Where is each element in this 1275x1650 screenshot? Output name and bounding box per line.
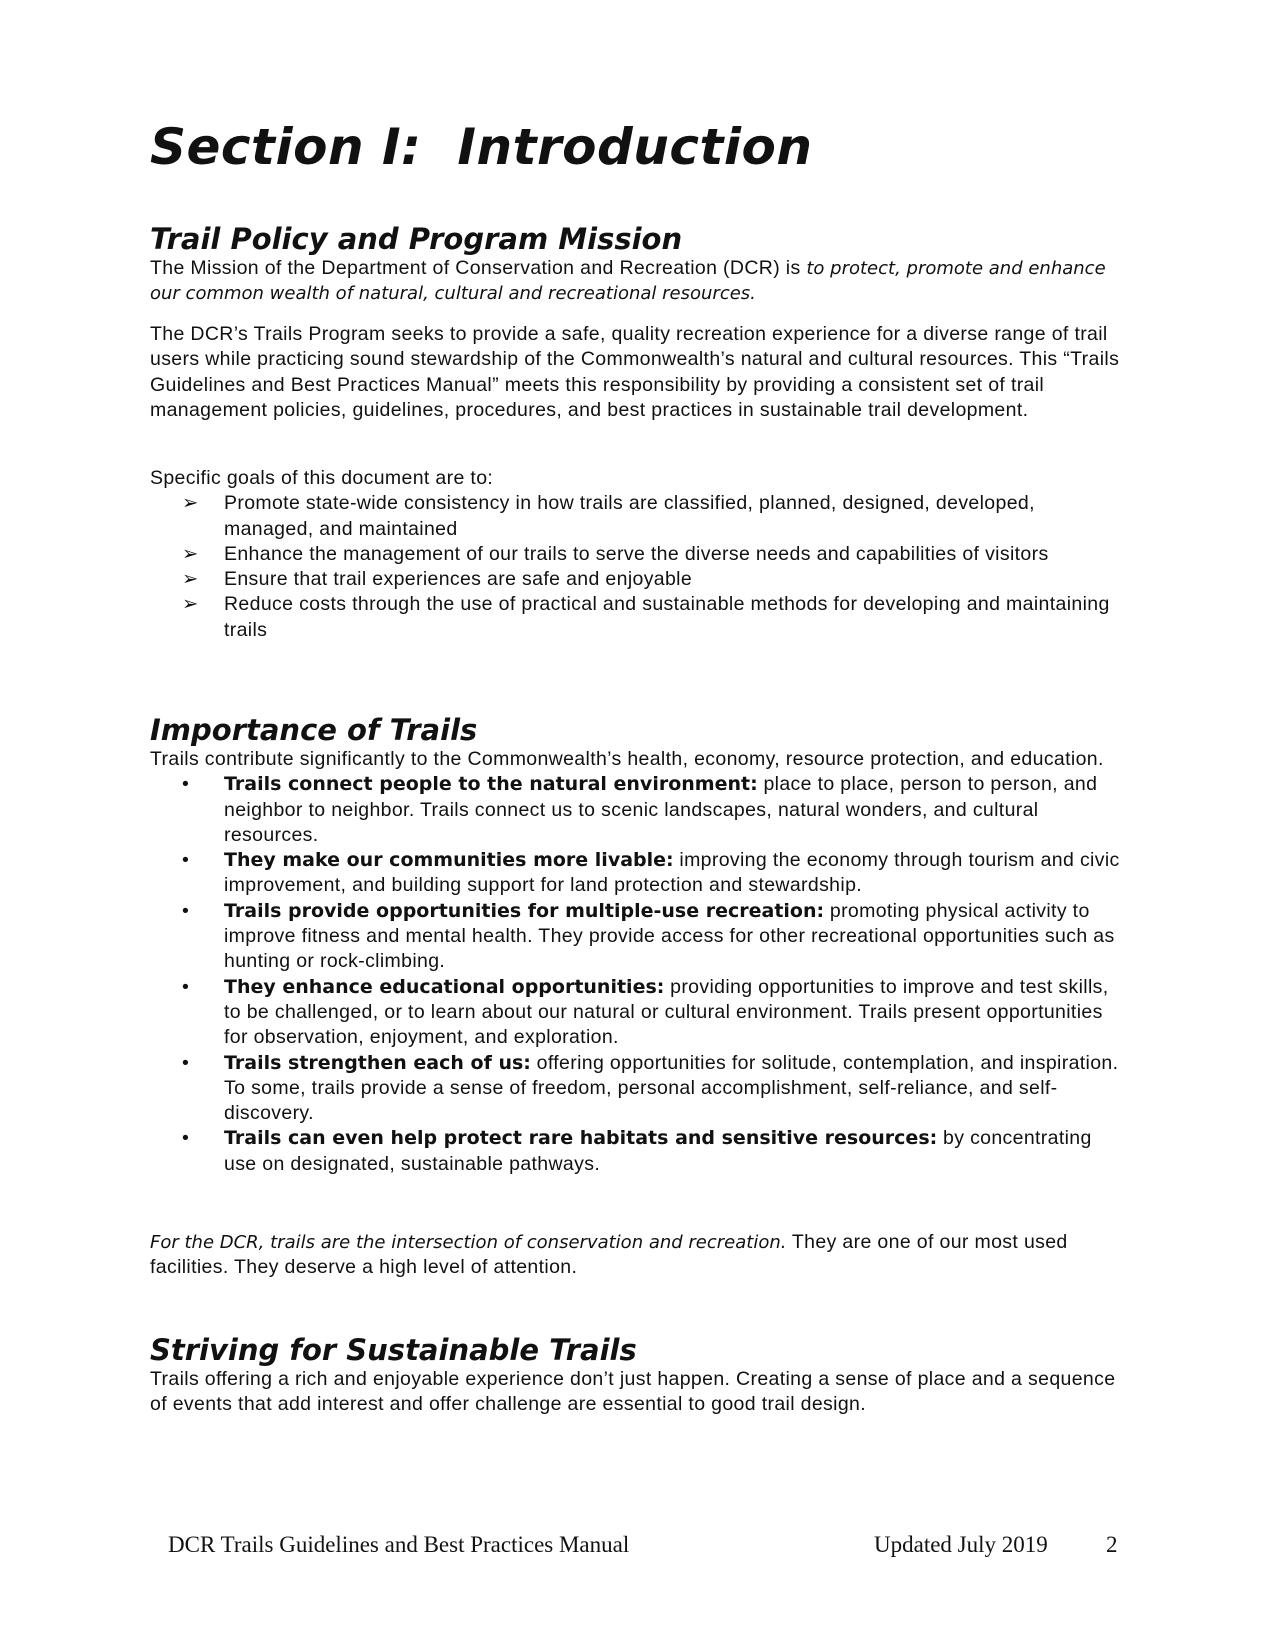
- goals-list: [150, 491, 1125, 643]
- importance-closing-block: [150, 1230, 1125, 1281]
- page-title: Section I: Introduction: [150, 118, 813, 176]
- bullet-icon: •: [182, 1127, 190, 1150]
- importance-item-text: place to place, person to person, and neighbor to neighbor. Trails connect us to scenic landscapes, natural wonders, and cultural resources.: [224, 773, 1098, 846]
- importance-item: [150, 899, 1125, 975]
- importance-item-text: promoting physical activity to improve fitness and mental health. They provide access for other recreational opportunities such as hunting or rock-climbing.: [224, 899, 1115, 973]
- bullet-icon: •: [182, 899, 190, 922]
- importance-item: [150, 1126, 1125, 1177]
- importance-list: [150, 772, 1125, 1177]
- goal-text: Ensure that trail experiences are safe and enjoyable: [224, 568, 693, 591]
- arrow-bullet-icon: ➢: [182, 568, 199, 591]
- importance-item-text: improving the economy through tourism and civic improvement, and building support for land protection and stewardship.: [224, 849, 1120, 897]
- bullet-icon: •: [182, 849, 190, 872]
- section-heading-mission: Trail Policy and Program Mission: [150, 222, 683, 256]
- mission-statement: [150, 256, 1125, 307]
- arrow-bullet-icon: ➢: [182, 492, 199, 515]
- goal-item: [150, 592, 1125, 643]
- goal-text: Enhance the management of our trails to serve the diverse needs and capabilities of visitors: [224, 542, 1049, 565]
- closing-italic-text: For the DCR, trails are the intersection of conservation and recreation.: [150, 1232, 787, 1253]
- importance-item-title: They make our communities more livable:: [224, 849, 674, 872]
- importance-item-title: Trails can even help protect rare habitats and sensitive resources:: [224, 1127, 938, 1150]
- trails-program-paragraph-block: [150, 322, 1125, 423]
- section-heading-importance: Importance of Trails: [150, 713, 478, 747]
- importance-item-title: They enhance educational opportunities:: [224, 975, 665, 998]
- goals-intro: Specific goals of this document are to:: [150, 467, 494, 489]
- trails-program-paragraph: The DCR’s Trails Program seeks to provide a safe, quality recreation experience for a diverse range of trail users while practicing sound stewardship of the Commonwealth’s natural and cultural resources. This “Trails Guidelines and Best Practices Manual” meets this responsibility by providing a consistent set of trail management policies, guidelines, procedures, and best practices in sustainable trail development.: [150, 323, 1120, 421]
- importance-item-text: providing opportunities to improve and test skills, to be challenged, or to learn about our natural or cultural environment. Trails present opportunities for observation, enjoyment, and exploration.: [224, 975, 1109, 1049]
- section-heading-sustainable: Striving for Sustainable Trails: [150, 1333, 637, 1367]
- mission-italic-text: to protect, promote and enhance our common wealth of natural, cultural and recreational resources.: [150, 258, 1106, 305]
- importance-item-title: Trails provide opportunities for multiple-use recreation:: [224, 899, 825, 922]
- importance-item-title: Trails connect people to the natural environment:: [224, 773, 758, 796]
- mission-text: The Mission of the Department of Conservation and Recreation (DCR) is: [150, 257, 807, 279]
- goal-item: [150, 542, 1125, 567]
- importance-item: [150, 772, 1125, 848]
- footer-updated: Updated July 2019: [874, 1532, 1048, 1557]
- importance-intro: Trails contribute significantly to the Commonwealth’s health, economy, resource protection, and education.: [150, 748, 1104, 770]
- goals-block: [150, 466, 1125, 643]
- bullet-icon: •: [182, 773, 190, 796]
- bullet-icon: •: [182, 1051, 190, 1074]
- importance-item: [150, 848, 1125, 899]
- importance-closing: [150, 1230, 1125, 1281]
- goal-item: [150, 567, 1125, 592]
- arrow-bullet-icon: ➢: [182, 542, 199, 565]
- section-importance: [150, 713, 1125, 1177]
- goal-text: Promote state-wide consistency in how trails are classified, planned, designed, developed, managed, and maintained: [224, 492, 1035, 540]
- goal-item: [150, 491, 1125, 542]
- page-number: 2: [1106, 1532, 1118, 1557]
- section-mission: [150, 222, 1125, 307]
- footer-title: DCR Trails Guidelines and Best Practices Manual: [168, 1532, 630, 1557]
- sustainable-paragraph: Trails offering a rich and enjoyable experience don’t just happen. Creating a sense of place and a sequence of events that add interest and offer challenge are essential to good trail design.: [150, 1368, 1116, 1416]
- section-sustainable: [150, 1333, 1125, 1418]
- importance-item-text: by concentrating use on designated, sustainable pathways.: [224, 1127, 1092, 1175]
- goal-text: Reduce costs through the use of practical and sustainable methods for developing and maintaining trails: [224, 593, 1110, 641]
- bullet-icon: •: [182, 975, 190, 998]
- closing-text: They are one of our most used facilities. They deserve a high level of attention.: [150, 1231, 1068, 1279]
- arrow-bullet-icon: ➢: [182, 593, 199, 616]
- importance-item: [150, 1051, 1125, 1127]
- importance-item-title: Trails strengthen each of us:: [224, 1051, 531, 1074]
- importance-item-text: offering opportunities for solitude, contemplation, and inspiration. To some, trails provide a sense of freedom, personal accomplishment, self-reliance, and self-discovery.: [224, 1051, 1119, 1125]
- importance-item: [150, 975, 1125, 1051]
